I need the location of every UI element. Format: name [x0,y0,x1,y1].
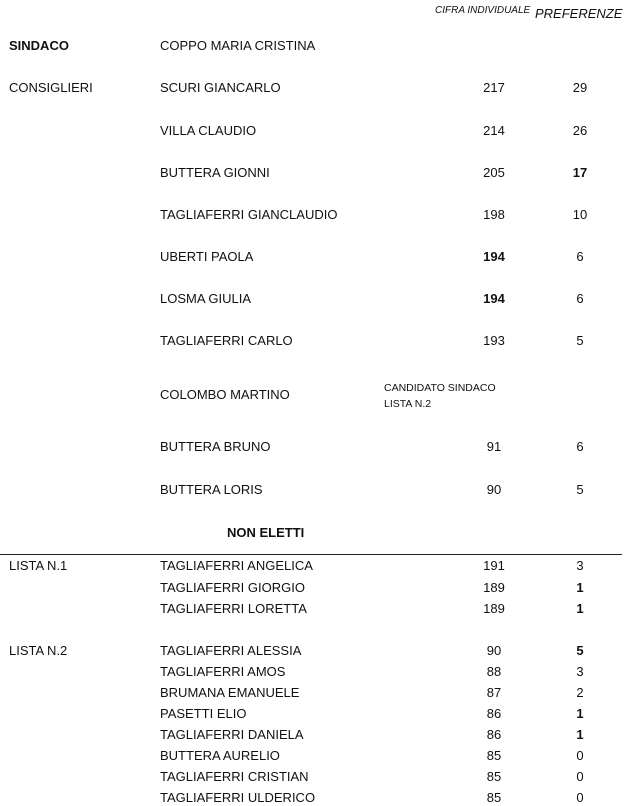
preferenze-value: 1 [576,601,584,616]
preferenze-value: 6 [576,249,584,264]
preferenze-value: 26 [572,123,588,138]
preferenze-value: 2 [576,685,584,700]
preferenze-value: 1 [576,727,584,742]
candidate-name: TAGLIAFERRI ULDERICO [160,790,316,805]
lista-2-label: LISTA N.2 [9,643,68,658]
cifra-value: 91 [486,439,502,454]
cifra-value: 205 [483,165,505,180]
note-line-1: CANDIDATO SINDACO [384,382,496,394]
candidate-name: BUTTERA AURELIO [160,748,280,763]
lista-1-label: LISTA N.1 [9,558,68,573]
cifra-value: 85 [486,769,502,784]
cifra-value: 90 [486,643,502,658]
cifra-value: 88 [486,664,502,679]
preferenze-value: 5 [576,482,584,497]
preferenze-value: 0 [576,748,584,763]
candidate-name: TAGLIAFERRI GIORGIO [160,580,305,595]
candidate-name: BUTTERA BRUNO [160,439,271,454]
candidate-name: BRUMANA EMANUELE [160,685,300,700]
consiglieri-label: CONSIGLIERI [9,80,93,95]
candidate-name: TAGLIAFERRI LORETTA [160,601,307,616]
candidate-name: BUTTERA LORIS [160,482,263,497]
cifra-value: 193 [483,333,505,348]
candidate-name: UBERTI PAOLA [160,249,254,264]
candidate-name: TAGLIAFERRI DANIELA [160,727,304,742]
preferenze-value: 3 [576,558,584,573]
preferenze-value: 17 [572,165,588,180]
candidate-name: PASETTI ELIO [160,706,247,721]
candidate-name: TAGLIAFERRI ANGELICA [160,558,313,573]
preferenze-value: 10 [572,207,588,222]
cifra-value: 86 [486,727,502,742]
preferenze-value: 6 [576,291,584,306]
candidate-name: LOSMA GIULIA [160,291,252,306]
preferenze-value: 3 [576,664,584,679]
cifra-value: 85 [486,748,502,763]
cifra-value: 198 [483,207,505,222]
cifra-value: 87 [486,685,502,700]
cifra-value: 85 [486,790,502,805]
candidate-name: BUTTERA GIONNI [160,165,270,180]
cifra-value: 90 [486,482,502,497]
header-cifra-individuale: CIFRA INDIVIDUALE [435,5,531,16]
cifra-value: 194 [483,291,505,306]
header-preferenze: PREFERENZE [535,6,623,21]
note-line-2: LISTA N.2 [384,398,432,410]
preferenze-value: 6 [576,439,584,454]
cifra-value: 189 [483,580,505,595]
candidate-name: TAGLIAFERRI CARLO [160,333,293,348]
preferenze-value: 29 [572,80,588,95]
non-eletti-title: NON ELETTI [227,525,305,540]
cifra-value: 189 [483,601,505,616]
candidate-name: SCURI GIANCARLO [160,80,281,95]
cifra-value: 86 [486,706,502,721]
sindaco-name: COPPO MARIA CRISTINA [160,38,316,53]
preferenze-value: 1 [576,706,584,721]
candidate-name: TAGLIAFERRI AMOS [160,664,286,679]
candidate-note [384,380,496,412]
cifra-value: 191 [483,558,505,573]
candidate-name: TAGLIAFERRI GIANCLAUDIO [160,207,338,222]
candidate-name: TAGLIAFERRI ALESSIA [160,643,302,658]
candidate-name: COLOMBO MARTINO [160,387,290,402]
cifra-value: 214 [483,123,505,138]
candidate-name: TAGLIAFERRI CRISTIAN [160,769,309,784]
preferenze-value: 5 [576,643,584,658]
candidate-name: VILLA CLAUDIO [160,123,257,138]
sindaco-label: SINDACO [9,38,69,53]
cifra-value: 194 [483,249,505,264]
preferenze-value: 0 [576,790,584,805]
preferenze-value: 5 [576,333,584,348]
preferenze-value: 1 [576,580,584,595]
divider [0,554,622,555]
preferenze-value: 0 [576,769,584,784]
cifra-value: 217 [483,80,505,95]
